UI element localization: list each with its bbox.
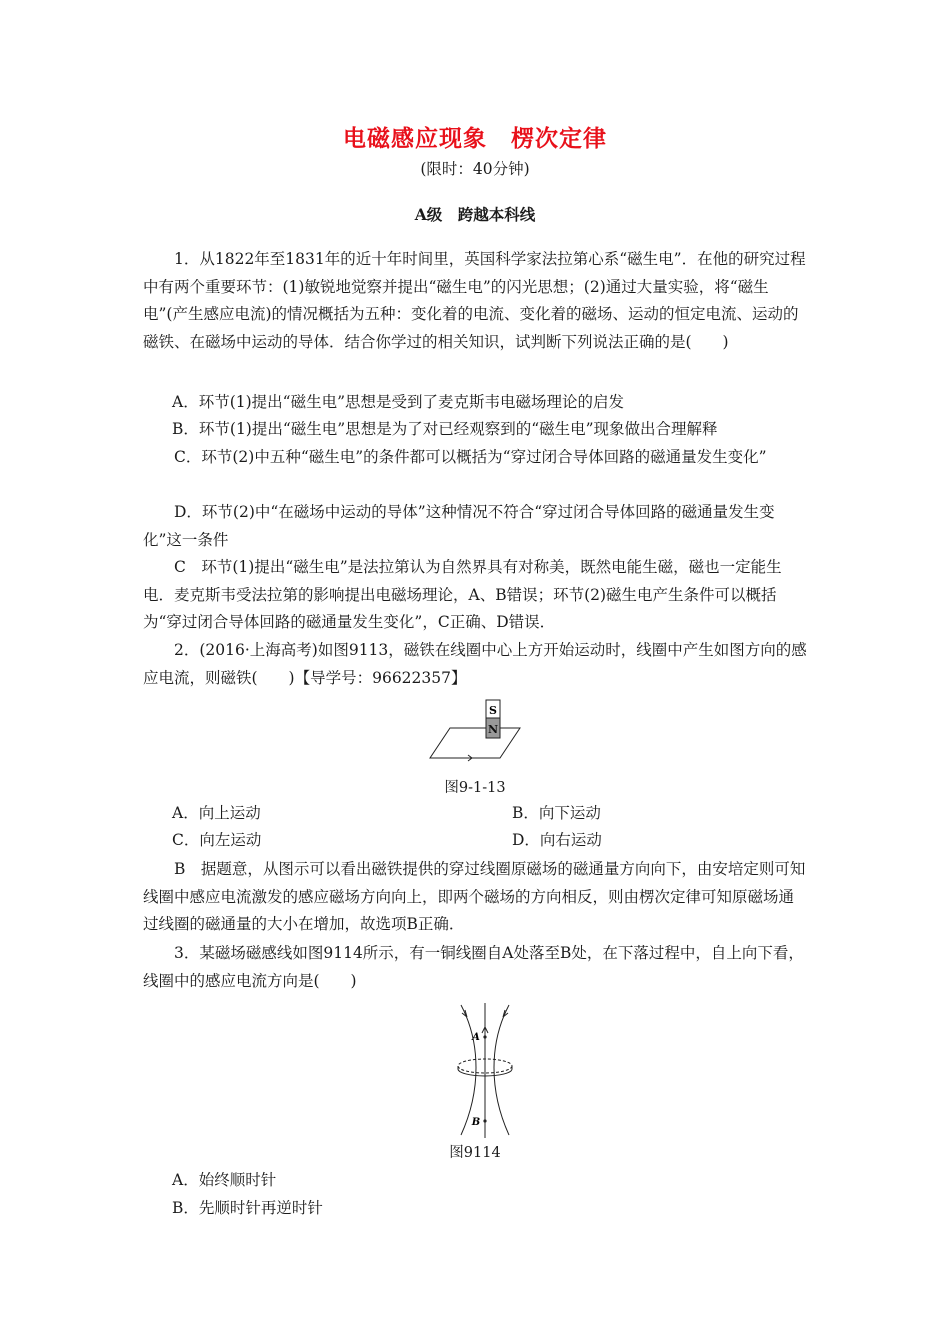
q2-option-b: B．向下运动 (512, 804, 601, 822)
q3-option-a: A．始终顺时针 (172, 1171, 277, 1189)
q2-option-d: D．向右运动 (512, 831, 602, 849)
q2-figure-caption: 图9-1-13 (444, 780, 506, 796)
point-a-dot (483, 1035, 486, 1038)
q2-option-a: A．向上运动 (172, 804, 261, 822)
current-arrow-icon (464, 755, 472, 761)
point-b-label: B (471, 1117, 481, 1128)
q1-option-b: B．环节(1)提出“磁生电”思想是为了对已经观察到的“磁生电”现象做出合理解释 (172, 420, 718, 438)
section-heading (0, 203, 950, 225)
q3-stem: 3．某磁场磁感线如图9114所示，有一铜线圈自A处落至B处，在下落过程中，自上向下看，线圈中的感应电流方向是( ) (143, 944, 804, 990)
q1-option-c: C．环节(2)中五种“磁生电”的条件都可以概括为“穿过闭合导体回路的磁通量发生变化” (174, 448, 767, 466)
q2-stem: 2．(2016·上海高考)如图9113，磁铁在线圈中心上方开始运动时，线圈中产生如图方向的感应电流，则磁铁( )【导学号：96622357】 (143, 641, 807, 687)
q2-figure-magnet-coil (420, 696, 530, 766)
point-b-dot (483, 1119, 486, 1122)
time-limit: (限时：40分钟) (420, 160, 530, 178)
q1-stem: 1．从1822年至1831年的近十年时间里，英国科学家法拉第心系“磁生电”．在他的研究过程中有两个重要环节：(1)敏锐地觉察并提出“磁生电”的闪光思想；(2)通过大量实验，将“磁生电”(产生感应电流)的情况概括为五种：变化着的电流、变化着的磁场、运动的恒定电流、运动的磁铁、在磁场中运动的导体．结合你学过的相关知识，试判断下列说法正确的是( ) (143, 250, 806, 351)
section-label: A级 跨越本科线 (414, 205, 536, 224)
q1-option-d: D．环节(2)中“在磁场中运动的导体”这种情况不符合“穿过闭合导体回路的磁通量发生变化”这一条件 (143, 503, 775, 549)
magnet-s-label: S (489, 704, 497, 717)
q3-figure-field-lines (445, 1003, 525, 1138)
point-a-label: A (472, 1032, 480, 1043)
q1-answer: C 环节(1)提出“磁生电”是法拉第认为自然界具有对称美，既然电能生磁，磁也一定能生电．麦克斯韦受法拉第的影响提出电磁场理论，A、B错误；环节(2)磁生电产生条件可以概括为“穿过闭合导体回路的磁通量发生变化”，C正确、D错误． (143, 558, 782, 631)
q3-figure-caption: 图9114 (449, 1145, 501, 1161)
page-title: 电磁感应现象 楞次定律 (343, 125, 607, 152)
q3-option-b: B．先顺时针再逆时针 (172, 1199, 323, 1217)
q2-option-c: C．向左运动 (172, 831, 262, 849)
magnet-n-label: N (487, 723, 499, 736)
q2-answer: B 据题意，从图示可以看出磁铁提供的穿过线圈原磁场的磁通量方向向下，由安培定则可知线圈中感应电流激发的感应磁场方向向上，即两个磁场的方向相反，则由楞次定律可知原磁场通过线圈的磁通量的大小在增加，故选项B正确． (143, 860, 806, 933)
coil-plane (430, 728, 520, 758)
q1-option-a: A．环节(1)提出“磁生电”思想是受到了麦克斯韦电磁场理论的启发 (172, 393, 624, 411)
